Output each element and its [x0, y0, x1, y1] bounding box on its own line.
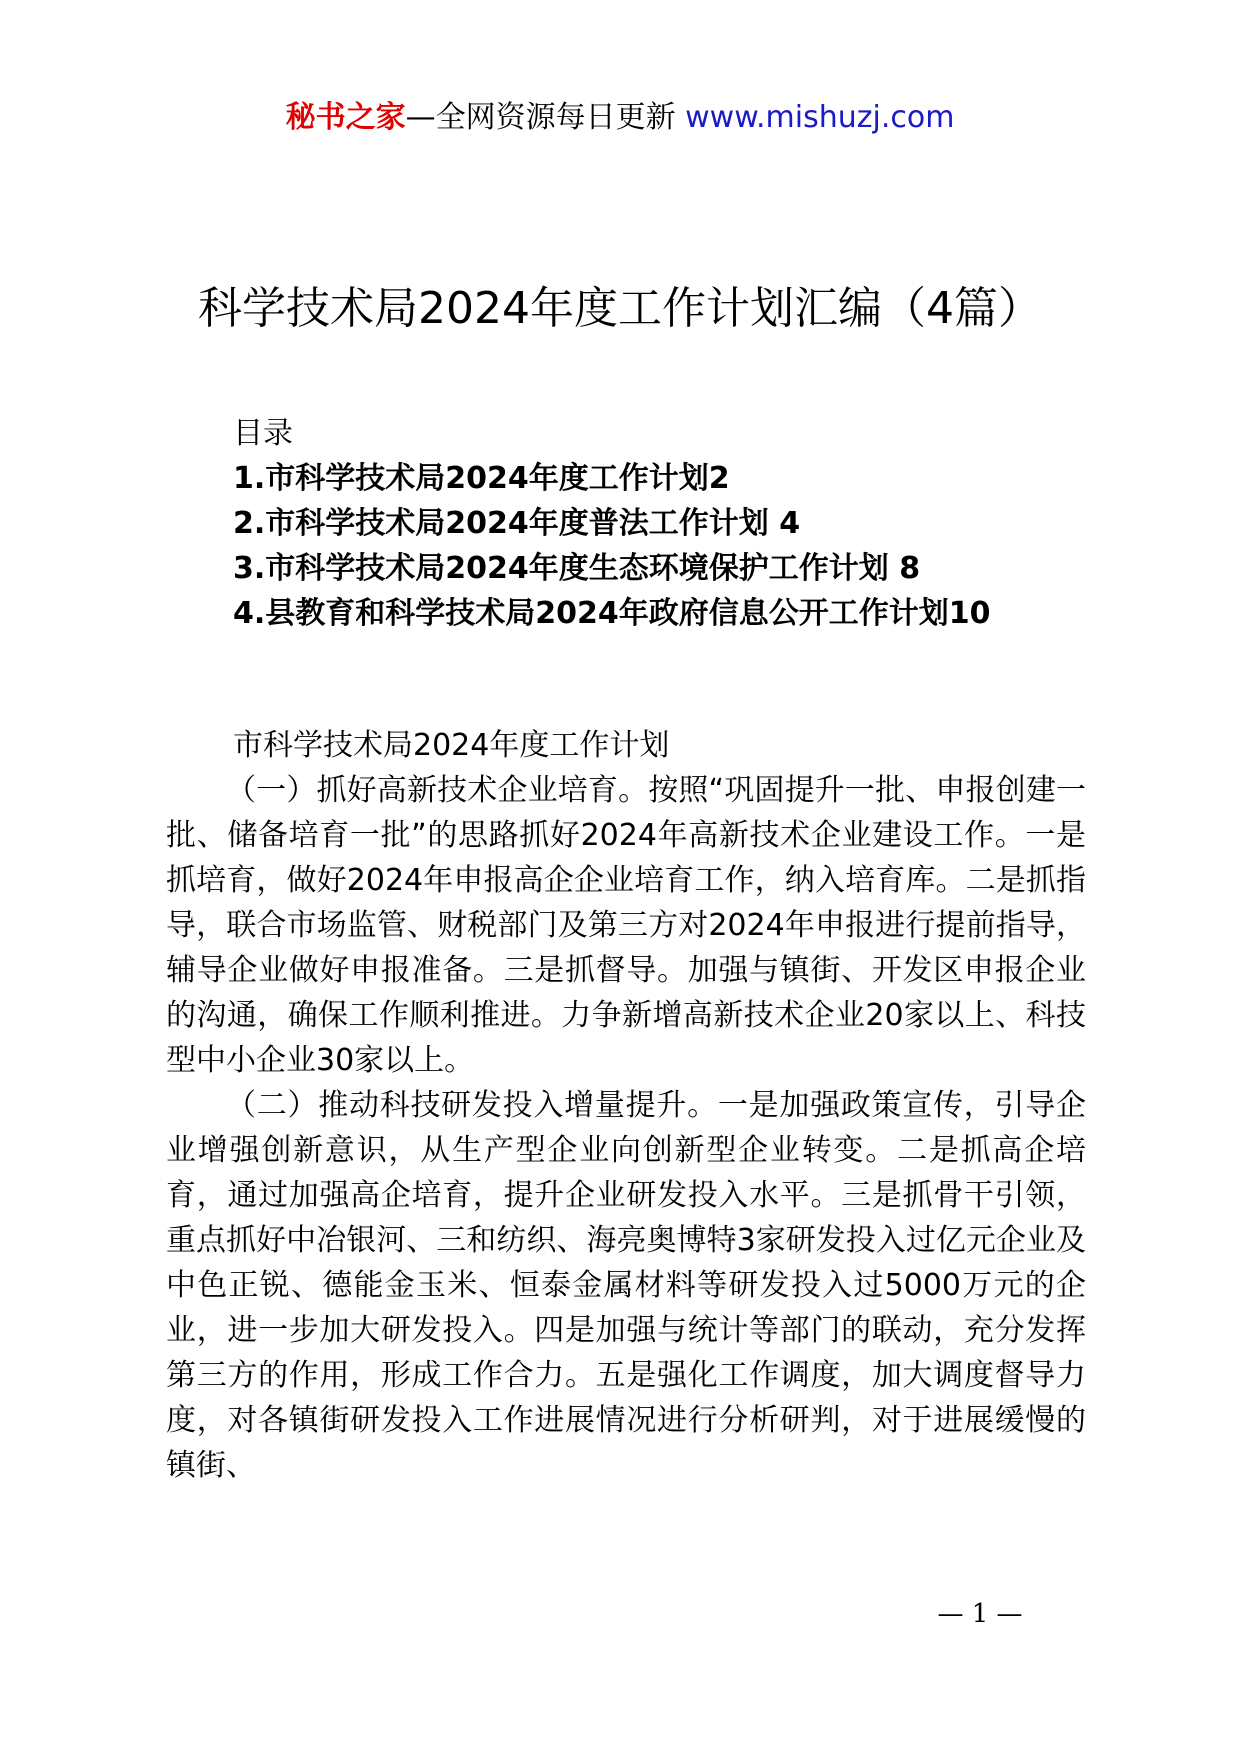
document-body	[166, 723, 1086, 1488]
site-url-link[interactable]: www.mishuzj.com	[685, 100, 955, 135]
section-title: 市科学技术局2024年度工作计划	[233, 728, 670, 763]
brand-name: 秘书之家	[285, 100, 406, 135]
document-title: 科学技术局2024年度工作计划汇编（4篇）	[198, 283, 1042, 335]
toc-heading: 目录	[233, 416, 293, 451]
toc-item[interactable]: 4.县教育和科学技术局2024年政府信息公开工作计划10	[233, 596, 991, 631]
toc-item[interactable]: 3.市科学技术局2024年度生态环境保护工作计划 8	[233, 551, 921, 586]
table-of-contents	[166, 456, 1086, 636]
body-paragraph: （二）推动科技研发投入增量提升。一是加强政策宣传，引导企业增强创新意识，从生产型企业向创新型企业转变。二是抓高企培育，通过加强高企培育，提升企业研发投入水平。三是抓骨干引领，重点抓好中冶银河、三和纺织、海亮奥博特3家研发投入过亿元企业及中色正锐、德能金玉米、恒泰金属材料等研发投入过5000万元的企业，进一步加大研发投入。四是加强与统计等部门的联动，充分发挥第三方的作用，形成工作合力。五是强化工作调度，加大调度督导力度，对各镇街研发投入工作进展情况进行分析研判，对于进展缓慢的镇街、	[166, 1088, 1086, 1483]
toc-item[interactable]: 1.市科学技术局2024年度工作计划2	[233, 461, 730, 496]
body-paragraph: （一）抓好高新技术企业培育。按照“巩固提升一批、申报创建一批、储备培育一批”的思路抓好2024年高新技术企业建设工作。一是抓培育，做好2024年申报高企企业培育工作，纳入培育库。二是抓指导，联合市场监管、财税部门及第三方对2024年申报进行提前指导，辅导企业做好申报准备。三是抓督导。加强与镇街、开发区申报企业的沟通，确保工作顺利推进。力争新增高新技术企业20家以上、科技型中小企业30家以上。	[166, 773, 1086, 1078]
page-number: — 1 —	[937, 1599, 1023, 1629]
site-banner	[0, 98, 1240, 138]
banner-tagline: —全网资源每日更新	[405, 100, 676, 135]
toc-item[interactable]: 2.市科学技术局2024年度普法工作计划 4	[233, 506, 801, 541]
